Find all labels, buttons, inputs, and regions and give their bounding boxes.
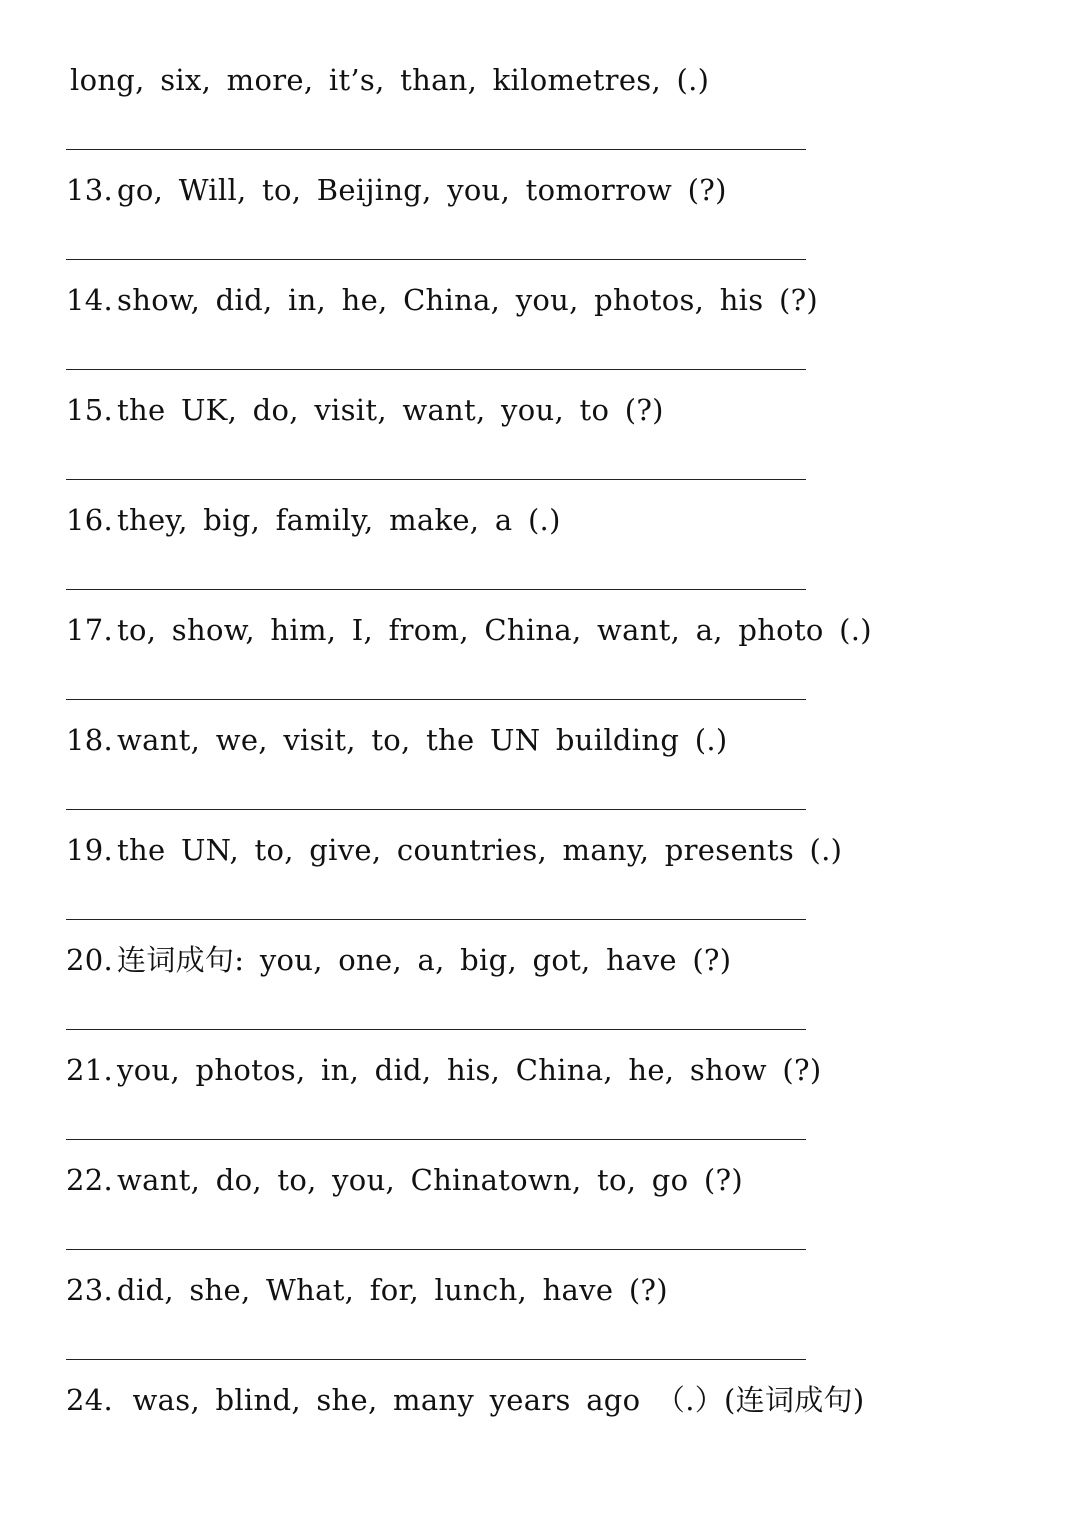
question-item <box>66 720 727 760</box>
question-number: 17. <box>66 613 114 647</box>
question-number: 16. <box>66 503 114 537</box>
answer-line <box>66 699 806 700</box>
question-words: show, did, in, he, China, you, photos, his (?) <box>117 283 819 317</box>
question-item <box>66 60 709 100</box>
answer-line <box>66 589 806 590</box>
question-words: go, Will, to, Beijing, you, tomorrow (?) <box>117 173 727 207</box>
question-item <box>66 940 731 980</box>
question-item <box>66 610 872 650</box>
answer-line <box>66 1029 806 1030</box>
question-words: long, six, more, it’s, than, kilometres, (.) <box>70 63 710 97</box>
question-number: 15. <box>66 393 114 427</box>
answer-line <box>66 479 806 480</box>
question-words: was, blind, she, many years ago （.）(连词成句) <box>117 1383 865 1417</box>
answer-line <box>66 1249 806 1250</box>
question-number: 13. <box>66 173 114 207</box>
answer-line <box>66 1359 806 1360</box>
question-words: want, do, to, you, Chinatown, to, go (?) <box>117 1163 744 1197</box>
question-words: they, big, family, make, a (.) <box>117 503 561 537</box>
question-number: 21. <box>66 1053 114 1087</box>
question-item <box>66 390 664 430</box>
question-number: 20. <box>66 943 114 977</box>
question-words: want, we, visit, to, the UN building (.) <box>117 723 728 757</box>
question-item <box>66 170 727 210</box>
question-number: 14. <box>66 283 114 317</box>
question-item <box>66 1050 821 1090</box>
answer-line <box>66 149 806 150</box>
question-item <box>66 1160 743 1200</box>
question-item <box>66 830 842 870</box>
question-number: 22. <box>66 1163 114 1197</box>
question-number: 19. <box>66 833 114 867</box>
question-words: you, photos, in, did, his, China, he, show (?) <box>117 1053 822 1087</box>
answer-line <box>66 259 806 260</box>
question-item <box>66 280 818 320</box>
question-words: 连词成句: you, one, a, big, got, have (?) <box>117 943 732 977</box>
answer-line <box>66 919 806 920</box>
question-words: did, she, What, for, lunch, have (?) <box>117 1273 668 1307</box>
question-words: to, show, him, I, from, China, want, a, photo (.) <box>117 613 872 647</box>
question-item <box>66 500 561 540</box>
question-item <box>66 1270 668 1310</box>
answer-line <box>66 1139 806 1140</box>
question-number: 24. <box>66 1383 114 1417</box>
question-number: 18. <box>66 723 114 757</box>
question-words: the UK, do, visit, want, you, to (?) <box>117 393 664 427</box>
question-words: the UN, to, give, countries, many, presents (.) <box>117 833 843 867</box>
answer-line <box>66 369 806 370</box>
question-number: 23. <box>66 1273 114 1307</box>
question-item <box>66 1380 864 1420</box>
answer-line <box>66 809 806 810</box>
